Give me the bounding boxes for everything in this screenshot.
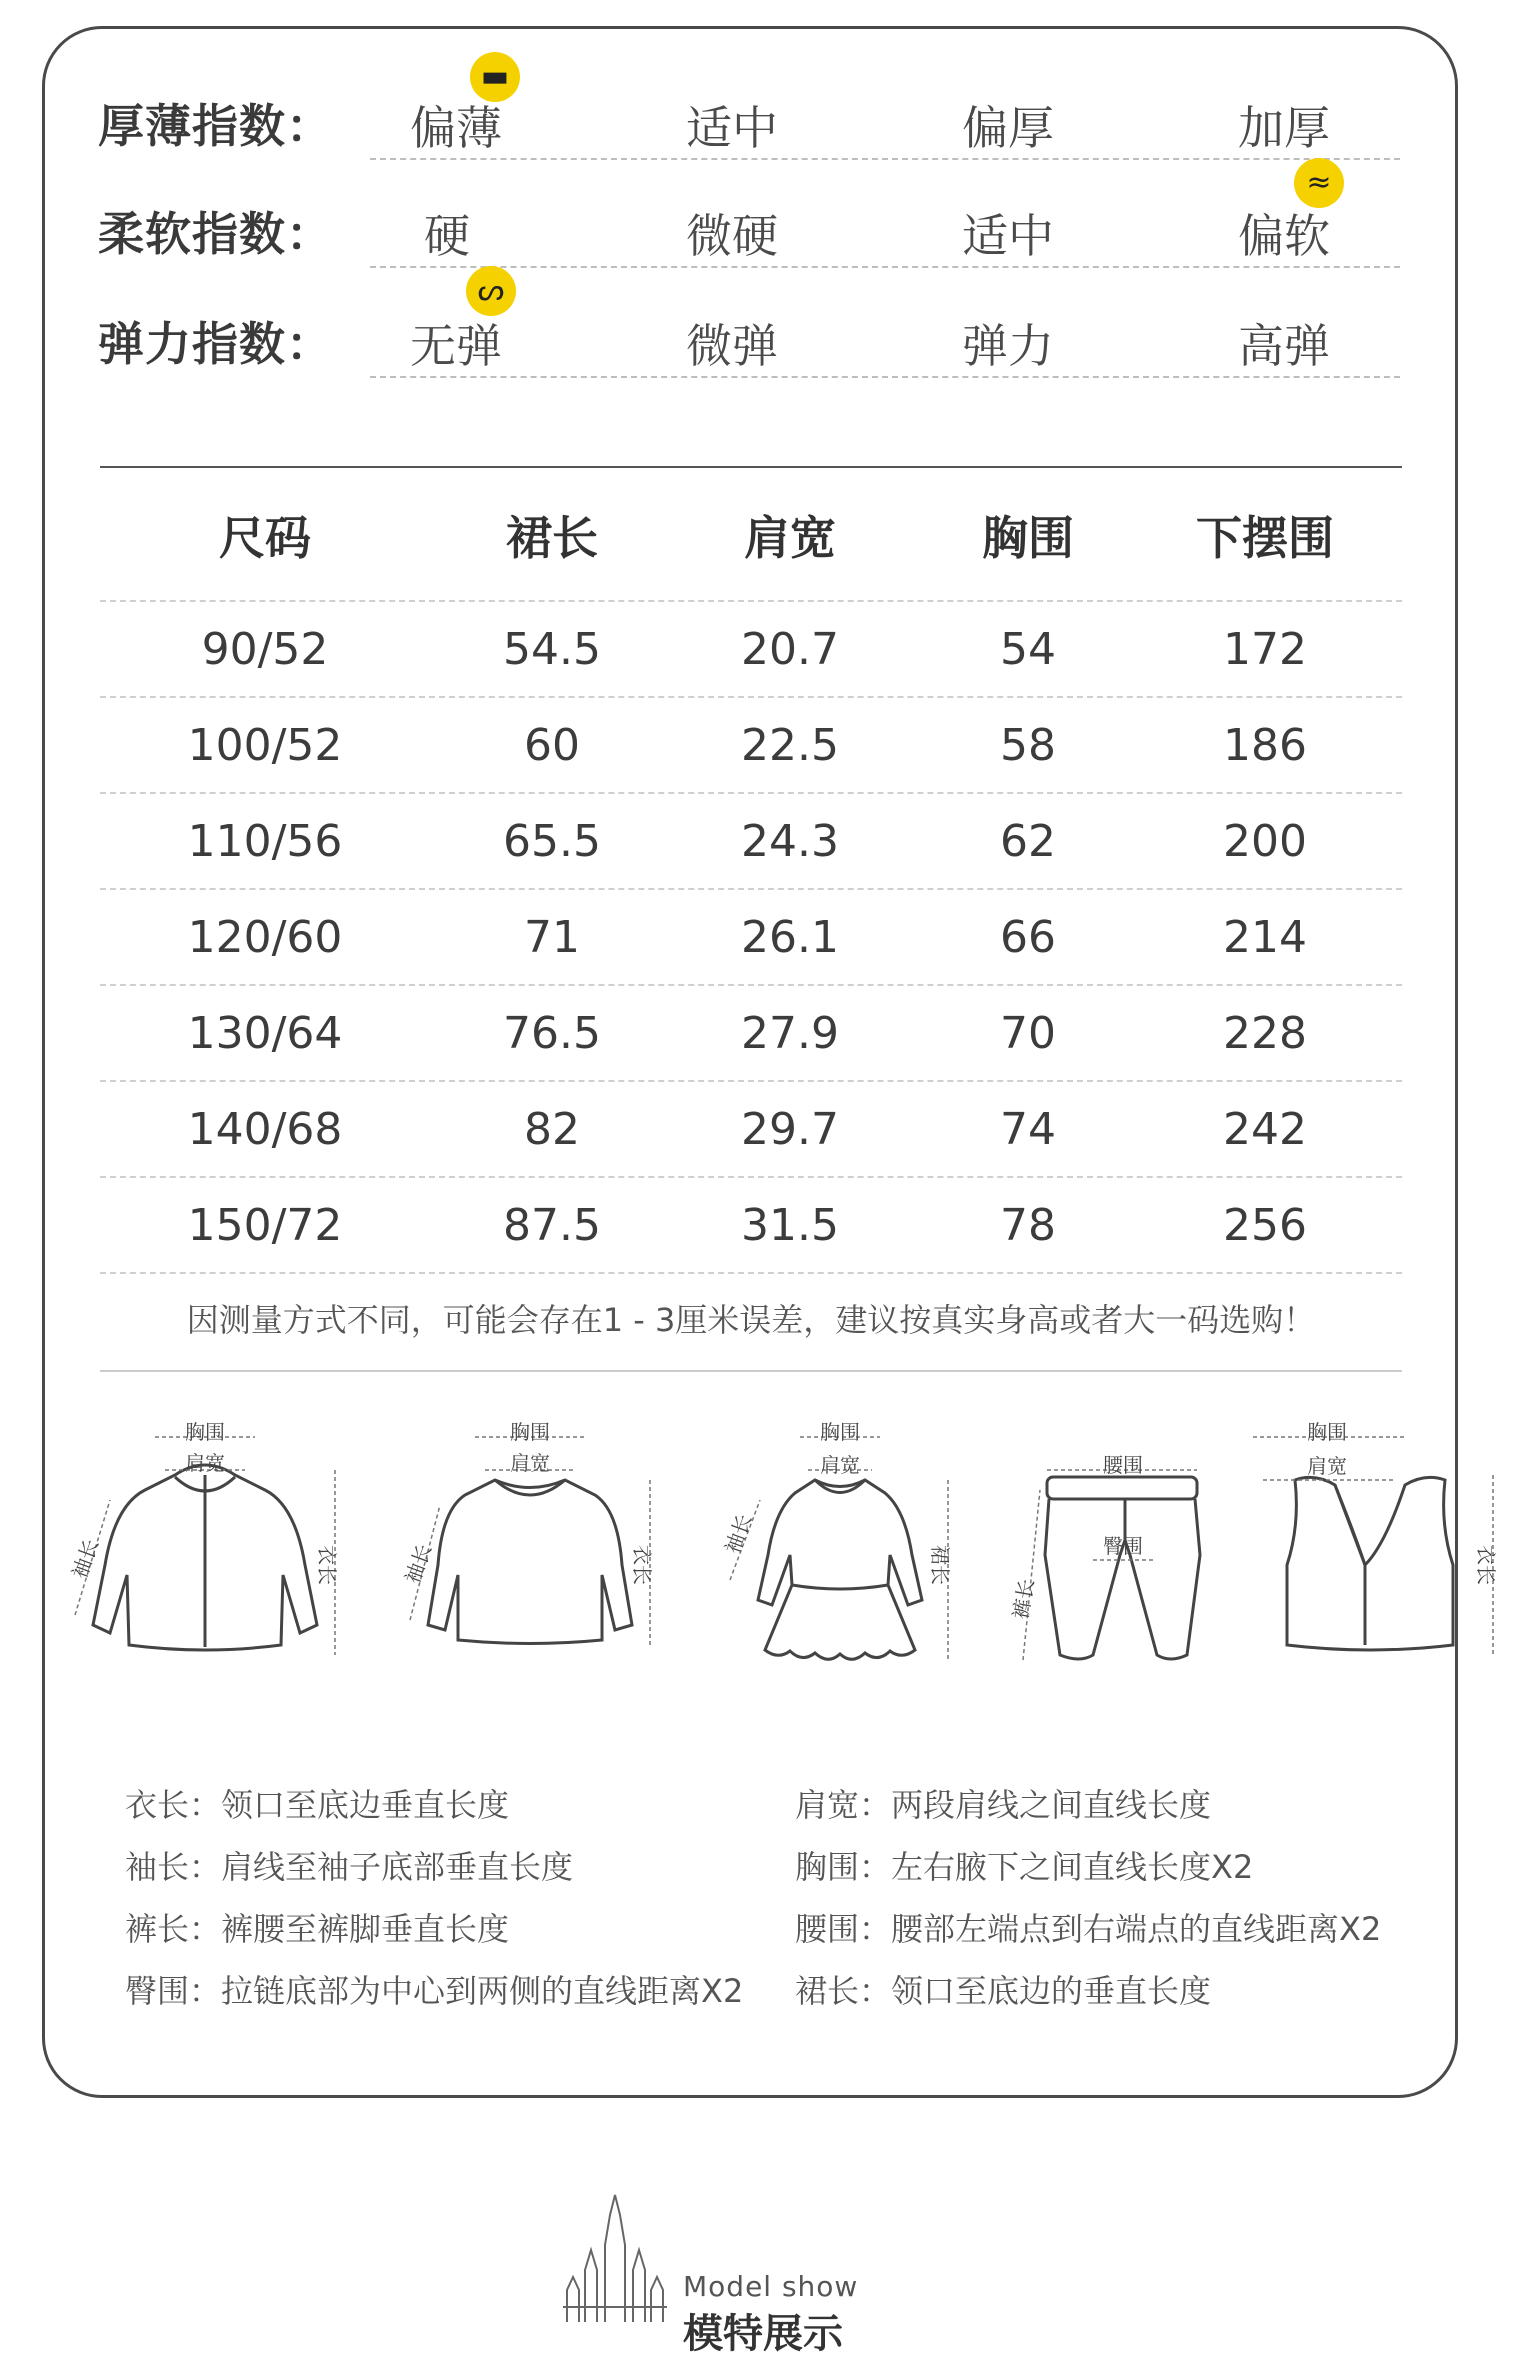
skirt-length-cell: 65.5 bbox=[503, 816, 601, 867]
measurement-note: 因测量方式不同，可能会存在1 - 3厘米误差，建议按真实身高或者大一码选购！ bbox=[186, 1301, 1316, 1339]
shoulder-label: 肩宽 bbox=[1307, 1454, 1347, 1478]
definition-term: 腰围： bbox=[795, 1910, 892, 1948]
sleeve-label: 袖长 bbox=[400, 1540, 437, 1587]
definition-desc: 领口至底边垂直长度 bbox=[221, 1786, 510, 1824]
shoulder-label: 肩宽 bbox=[185, 1451, 225, 1475]
index-option: 无弹 bbox=[410, 319, 502, 373]
table-row bbox=[100, 794, 1402, 890]
castle-icon bbox=[555, 2195, 675, 2322]
table-row bbox=[100, 1082, 1402, 1178]
shoulder-cell: 20.7 bbox=[741, 624, 839, 675]
index-options bbox=[370, 165, 1400, 268]
hem-cell: 186 bbox=[1223, 720, 1307, 771]
index-label: 柔软指数： bbox=[98, 207, 333, 261]
definition-term: 肩宽： bbox=[795, 1786, 892, 1824]
ruler-icon: ▬ bbox=[470, 52, 520, 102]
index-option: 微弹 bbox=[686, 319, 778, 373]
definition-desc: 领口至底边的垂直长度 bbox=[891, 1972, 1212, 2010]
index-options bbox=[370, 59, 1400, 160]
length-label: 衣长 bbox=[315, 1545, 339, 1585]
definition-item bbox=[125, 1780, 825, 1842]
definition-desc: 左右腋下之间直线长度X2 bbox=[891, 1848, 1254, 1886]
definition-desc: 裤腰至裤脚垂直长度 bbox=[221, 1910, 510, 1948]
column-header: 尺码 bbox=[219, 511, 311, 565]
table-row bbox=[100, 986, 1402, 1082]
index-option: 适中 bbox=[962, 209, 1054, 263]
definition-term: 袖长： bbox=[125, 1848, 222, 1886]
size-cell: 90/52 bbox=[201, 624, 329, 675]
softness-index-row bbox=[58, 165, 1398, 266]
size-cell: 130/64 bbox=[187, 1008, 343, 1059]
hem-cell: 214 bbox=[1223, 912, 1307, 963]
table-row bbox=[100, 1178, 1402, 1274]
index-option: 加厚 bbox=[1238, 101, 1330, 155]
chest-cell: 74 bbox=[1000, 1104, 1056, 1155]
definition-item bbox=[795, 1780, 1495, 1842]
column-header: 下摆围 bbox=[1196, 511, 1334, 565]
index-option: 硬 bbox=[424, 209, 470, 263]
definitions-right bbox=[795, 1780, 1495, 2028]
jacket-diagram bbox=[55, 1415, 355, 1715]
index-option: 高弹 bbox=[1238, 319, 1330, 373]
definition-term: 臀围： bbox=[125, 1972, 222, 2010]
definition-item bbox=[795, 1904, 1495, 1966]
column-header: 肩宽 bbox=[744, 511, 836, 565]
hem-cell: 242 bbox=[1223, 1104, 1307, 1155]
hip-label: 臀围 bbox=[1103, 1534, 1143, 1558]
chest-label: 胸围 bbox=[820, 1420, 860, 1444]
chest-cell: 58 bbox=[1000, 720, 1056, 771]
model-show-label: Model show bbox=[683, 2270, 859, 2303]
shoulder-cell: 29.7 bbox=[741, 1104, 839, 1155]
size-cell: 120/60 bbox=[187, 912, 343, 963]
definition-term: 衣长： bbox=[125, 1786, 222, 1824]
skirt-length-cell: 60 bbox=[524, 720, 580, 771]
definitions-left bbox=[125, 1780, 825, 2028]
index-label: 厚薄指数： bbox=[98, 99, 333, 153]
wave-icon: ≈ bbox=[1294, 158, 1344, 208]
skirt-length-cell: 71 bbox=[524, 912, 580, 963]
skirt-length-cell: 76.5 bbox=[503, 1008, 601, 1059]
shoulder-cell: 27.9 bbox=[741, 1008, 839, 1059]
table-header-row bbox=[100, 490, 1402, 602]
length-label: 裙长 bbox=[928, 1545, 952, 1585]
pants-length-label: 裤长 bbox=[1008, 1577, 1039, 1621]
length-label: 衣长 bbox=[630, 1545, 654, 1585]
skirt-length-cell: 54.5 bbox=[503, 624, 601, 675]
size-cell: 150/72 bbox=[187, 1200, 343, 1251]
definition-term: 裤长： bbox=[125, 1910, 222, 1948]
spring-icon: ᔕ bbox=[466, 266, 516, 316]
definition-term: 裙长： bbox=[795, 1972, 892, 2010]
definition-item bbox=[125, 1842, 825, 1904]
definition-item bbox=[795, 1842, 1495, 1904]
chest-cell: 78 bbox=[1000, 1200, 1056, 1251]
column-header: 裙长 bbox=[506, 511, 598, 565]
definition-term: 胸围： bbox=[795, 1848, 892, 1886]
size-cell: 140/68 bbox=[187, 1104, 343, 1155]
definition-desc: 腰部左端点到右端点的直线距离X2 bbox=[891, 1910, 1382, 1948]
index-option: 适中 bbox=[686, 101, 778, 155]
size-cell: 100/52 bbox=[187, 720, 343, 771]
chest-cell: 70 bbox=[1000, 1008, 1056, 1059]
sleeve-label: 袖长 bbox=[67, 1535, 104, 1582]
table-top-rule bbox=[100, 466, 1402, 468]
definition-desc: 两段肩线之间直线长度 bbox=[891, 1786, 1212, 1824]
shoulder-label: 肩宽 bbox=[510, 1451, 550, 1475]
skirt-length-cell: 87.5 bbox=[503, 1200, 601, 1251]
hem-cell: 256 bbox=[1223, 1200, 1307, 1251]
definition-desc: 肩线至袖子底部垂直长度 bbox=[221, 1848, 574, 1886]
chest-cell: 66 bbox=[1000, 912, 1056, 963]
table-row bbox=[100, 602, 1402, 698]
elasticity-index-row bbox=[58, 273, 1398, 376]
shoulder-label: 肩宽 bbox=[820, 1453, 860, 1477]
chest-label: 胸围 bbox=[510, 1420, 550, 1444]
index-option: 弹力 bbox=[962, 319, 1054, 373]
shoulder-cell: 31.5 bbox=[741, 1200, 839, 1251]
hem-cell: 172 bbox=[1223, 624, 1307, 675]
index-options bbox=[370, 273, 1400, 378]
hem-cell: 228 bbox=[1223, 1008, 1307, 1059]
skirt-length-cell: 82 bbox=[524, 1104, 580, 1155]
length-label: 衣长 bbox=[1474, 1545, 1498, 1585]
sleeve-label: 袖长 bbox=[720, 1510, 757, 1557]
dress-diagram bbox=[690, 1415, 990, 1715]
index-option: 偏厚 bbox=[962, 101, 1054, 155]
vest-diagram bbox=[1235, 1415, 1535, 1715]
thickness-index-row bbox=[58, 59, 1398, 158]
note-divider bbox=[100, 1370, 1402, 1372]
definition-item bbox=[125, 1966, 825, 2028]
shoulder-cell: 22.5 bbox=[741, 720, 839, 771]
index-option: 微硬 bbox=[686, 209, 778, 263]
shoulder-cell: 26.1 bbox=[741, 912, 839, 963]
definition-item bbox=[795, 1966, 1495, 2028]
chest-label: 胸围 bbox=[185, 1420, 225, 1444]
hem-cell: 200 bbox=[1223, 816, 1307, 867]
shoulder-cell: 24.3 bbox=[741, 816, 839, 867]
sweater-diagram bbox=[380, 1415, 680, 1715]
definition-desc: 拉链底部为中心到两侧的直线距离X2 bbox=[221, 1972, 744, 2010]
definition-item bbox=[125, 1904, 825, 1966]
index-option: 偏软 bbox=[1238, 209, 1330, 263]
waist-label: 腰围 bbox=[1103, 1453, 1143, 1477]
column-header: 胸围 bbox=[982, 511, 1074, 565]
chest-label: 胸围 bbox=[1307, 1420, 1347, 1444]
size-cell: 110/56 bbox=[187, 816, 343, 867]
model-show-title: 模特展示 bbox=[683, 2311, 843, 2357]
chest-cell: 62 bbox=[1000, 816, 1056, 867]
index-option: 偏薄 bbox=[410, 101, 502, 155]
index-label: 弹力指数： bbox=[98, 317, 333, 371]
pants-diagram bbox=[975, 1415, 1275, 1715]
size-table bbox=[100, 490, 1402, 1274]
chest-cell: 54 bbox=[1000, 624, 1056, 675]
table-row bbox=[100, 890, 1402, 986]
table-row bbox=[100, 698, 1402, 794]
